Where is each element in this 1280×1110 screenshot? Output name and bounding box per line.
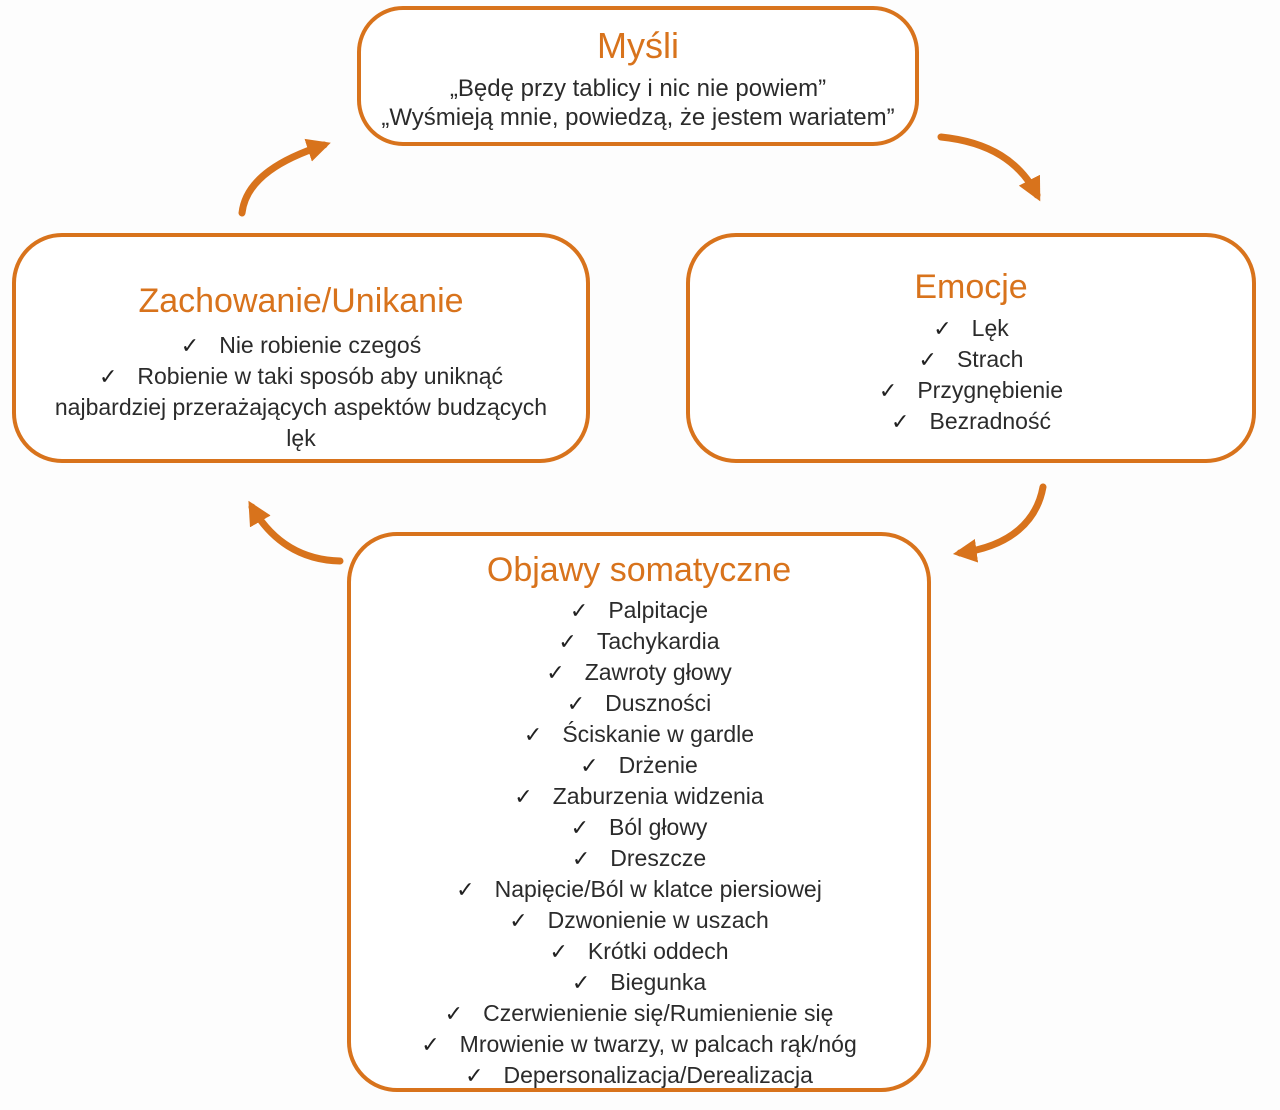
check-icon: ✓: [569, 598, 589, 623]
behavior-title: Zachowanie/Unikanie: [138, 282, 464, 320]
check-icon: ✓: [580, 753, 599, 778]
check-icon: ✓: [421, 1032, 440, 1057]
check-list-item: [351, 781, 927, 812]
thoughts-box: [357, 6, 919, 146]
check-list-item: [351, 626, 927, 657]
check-list-item: [351, 595, 927, 626]
check-list-item: [16, 330, 586, 361]
item-text: Napięcie/Ból w klatce piersiowej: [494, 876, 822, 902]
item-text: Biegunka: [610, 969, 707, 995]
emotions-box: [686, 233, 1256, 463]
item-text: Ściskanie w gardle: [562, 721, 755, 747]
item-text: Ból głowy: [609, 814, 708, 840]
item-text: Strach: [956, 346, 1024, 372]
check-list-item: [690, 344, 1252, 375]
check-icon: ✓: [523, 722, 543, 747]
check-icon: ✓: [456, 877, 475, 902]
emotions-title: Emocje: [914, 268, 1028, 306]
check-icon: ✓: [444, 1001, 464, 1026]
item-text: Depersonalizacja/Derealizacja: [503, 1062, 813, 1088]
item-text: Lęk: [971, 315, 1009, 341]
check-list-item: [690, 375, 1252, 406]
arrow-thoughts-to-emotions: [941, 137, 1037, 195]
check-icon: ✓: [566, 691, 586, 716]
check-icon: ✓: [465, 1063, 484, 1088]
check-icon: ✓: [546, 660, 565, 685]
emotions-list: [690, 313, 1252, 437]
check-icon: ✓: [558, 629, 577, 654]
check-list-item: [690, 313, 1252, 344]
item-text: Dreszcze: [610, 845, 707, 871]
check-icon: ✓: [571, 846, 591, 871]
check-list-item: [351, 843, 927, 874]
check-icon: ✓: [180, 333, 200, 358]
item-text: Przygnębienie: [917, 377, 1064, 403]
item-text: Nie robienie czegoś: [219, 332, 422, 358]
arrow-behavior-to-thoughts: [242, 145, 324, 213]
arrow-emotions-to-somatic: [960, 487, 1043, 553]
item-text: Zawroty głowy: [584, 659, 732, 685]
check-list-item: [351, 750, 927, 781]
check-icon: ✓: [571, 970, 591, 995]
item-text: Tachykardia: [596, 628, 720, 654]
check-icon: ✓: [570, 815, 589, 840]
check-list-item: [351, 936, 927, 967]
check-icon: ✓: [918, 347, 937, 372]
check-list-item: [351, 905, 927, 936]
item-text: Krótki oddech: [587, 938, 729, 964]
check-list-item: [351, 967, 927, 998]
check-list-item: [16, 361, 586, 454]
item-text: Drżenie: [618, 752, 698, 778]
check-icon: ✓: [933, 316, 952, 341]
check-list-item: [351, 1060, 927, 1091]
check-list-item: [351, 719, 927, 750]
item-text: Czerwienienie się/Rumienienie się: [483, 1000, 834, 1026]
check-list-item: [351, 998, 927, 1029]
check-list-item: [351, 874, 927, 905]
somatic-box: [347, 532, 931, 1092]
thoughts-quotes: [361, 74, 915, 132]
item-text: Robienie w taki sposób aby uniknąć najbardziej przerażających aspektów budzących lęk: [54, 363, 548, 451]
check-icon: ✓: [549, 939, 568, 964]
item-text: Bezradność: [929, 408, 1051, 434]
item-text: Zaburzenia widzenia: [552, 783, 764, 809]
check-icon: ✓: [514, 784, 533, 809]
check-list-item: [690, 406, 1252, 437]
check-icon: ✓: [509, 908, 528, 933]
behavior-box: [12, 233, 590, 463]
quote-line: „Wyśmieją mnie, powiedzą, że jestem wariatem”: [381, 104, 895, 131]
somatic-list: [351, 595, 927, 1091]
arrow-somatic-to-behavior: [252, 507, 340, 561]
check-icon: ✓: [891, 409, 910, 434]
item-text: Dzwonienie w uszach: [547, 907, 769, 933]
item-text: Mrowienie w twarzy, w palcach rąk/nóg: [459, 1031, 857, 1057]
check-list-item: [351, 688, 927, 719]
check-list-item: [351, 1029, 927, 1060]
somatic-title: Objawy somatyczne: [486, 551, 792, 589]
item-text: Duszności: [605, 690, 712, 716]
item-text: Palpitacje: [608, 597, 709, 623]
check-icon: ✓: [878, 378, 898, 403]
check-icon: ✓: [98, 364, 118, 389]
behavior-list: [16, 330, 586, 454]
thoughts-title: Myśli: [597, 25, 679, 66]
quote-line: „Będę przy tablicy i nic nie powiem”: [449, 75, 827, 102]
check-list-item: [351, 657, 927, 688]
check-list-item: [351, 812, 927, 843]
